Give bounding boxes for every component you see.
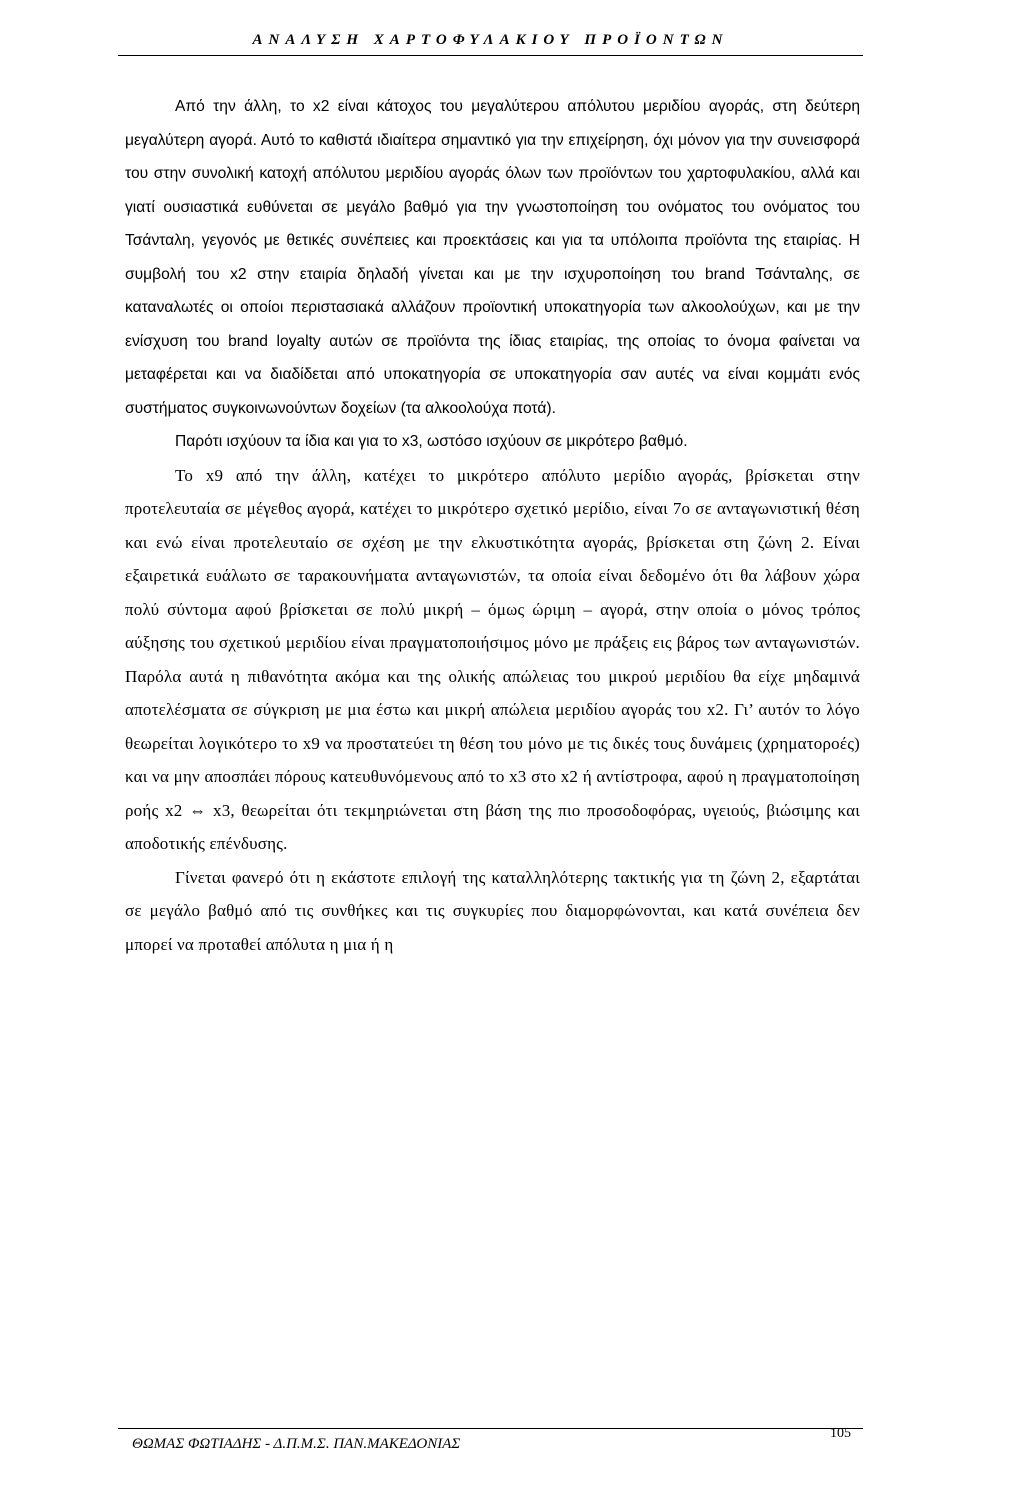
footer-author: ΘΩΜΑΣ ΦΩΤΙΑΔΗΣ - Δ.Π.Μ.Σ. ΠΑΝ.ΜΑΚΕΔΟΝΙΑΣ xyxy=(132,1436,461,1452)
running-header: ΑΝΑΛΥΣΗ ΧΑΡΤΟΦΥΛΑΚΙΟΥ ΠΡΟΪΟΝΤΩΝ xyxy=(252,32,729,48)
footer-rule xyxy=(118,1428,863,1429)
paragraph-4: Γίνεται φανερό ότι η εκάστοτε επιλογή της καταλληλότερης τακτικής για τη ζώνη 2, εξαρτάται σε μεγάλο βαθμό από τις συνθήκες και τις συγκυρίες που διαμορφώνονται, και κατά συνέπεια δεν μπορεί να προταθεί απόλυτα η μια ή η xyxy=(125,867,860,954)
paragraph-1: Από την άλλη, το x2 είναι κάτοχος του μεγαλύτερου απόλυτου μεριδίου αγοράς, στη δεύτερη μεγαλύτερη αγορά. Αυτό το καθιστά ιδιαίτερα σημαντικό για την επιχείρηση, όχι μόνον για την συνεισφορά του στην συνολική κατοχή απόλυτου μεριδίου αγοράς όλων των προϊόντων του χαρτοφυλακίου, αλλά και γιατί ουσιαστικά ευθύνεται σε μεγάλο βαθμό για την γνωστοποίηση του ονόματος του ονόματος του Τσάνταλη, γεγονός με θετικές συνέπειες και προεκτάσεις και για τα υπόλοιπα προϊόντα της εταιρίας. Η συμβολή του x2 στην εταιρία δηλαδή γίνεται και με την ισχυροποίηση του brand Τσάνταλης, σε καταναλωτές οι οποίοι περιστασιακά αλλάζουν προϊοντική υποκατηγορία των αλκοολούχων, και με την ενίσχυση του brand loyalty αυτών σε προϊόντα της ίδιας εταιρίας, της οποίας το όνομα φαίνεται να μεταφέρεται και να διαδίδεται από υποκατηγορία σε υποκατηγορία σαν αυτές να είναι κομμάτι ενός συστήματος συγκοινωνούντων δοχείων (τα αλκοολούχα ποτά). xyxy=(125,98,860,417)
header-rule xyxy=(118,55,863,56)
body-text xyxy=(125,90,860,961)
paragraph-3: Το x9 από την άλλη, κατέχει το μικρότερο απόλυτο μερίδιο αγοράς, βρίσκεται στην προτελευταία σε μέγεθος αγορά, κατέχει το μικρότερο σχετικό μερίδιο, είναι 7ο σε ανταγωνιστική θέση και ενώ είναι προτελευταίο σε σχέση με την ελκυστικότητα αγοράς, βρίσκεται στη ζώνη 2. Είναι εξαιρετικά ευάλωτο σε ταρακουνήματα ανταγωνιστών, τα οποία είναι δεδομένο ότι θα λάβουν χώρα πολύ σύντομα αφού βρίσκεται σε πολύ μικρή – όμως ώριμη – αγορά, στην οποία ο μόνος τρόπος αύξησης του σχετικού μεριδίου είναι πραγματοποιήσιμος μόνο με πράξεις εις βάρος των ανταγωνιστών. Παρόλα αυτά η πιθανότητα ακόμα και της ολικής απώλειας του μικρού μεριδίου θα είχε μηδαμινά αποτελέσματα σε σύγκριση με μια έστω και μικρή απώλεια μεριδίου αγοράς του x2. Γι’ αυτόν το λόγο θεωρείται λογικότερο το x9 να προστατεύει τη θέση του μόνο με τις δικές τους δυνάμεις (χρηματοροές) και να μην αποσπάει πόρους κατευθυνόμενους από το x3 στο x2 ή αντίστροφα, αφού η πραγματοποίηση ροής x2 ⇔ x3, θεωρείται ότι τεκμηριώνεται στη βάση της πιο προσοδοφόρας, υγειούς, βιώσιμης και αποδοτικής επένδυσης. xyxy=(125,465,860,853)
paragraph-2: Παρότι ισχύουν τα ίδια και για το x3, ωστόσο ισχύουν σε μικρότερο βαθμό. xyxy=(175,433,688,450)
page-number: 105 xyxy=(830,1426,851,1441)
